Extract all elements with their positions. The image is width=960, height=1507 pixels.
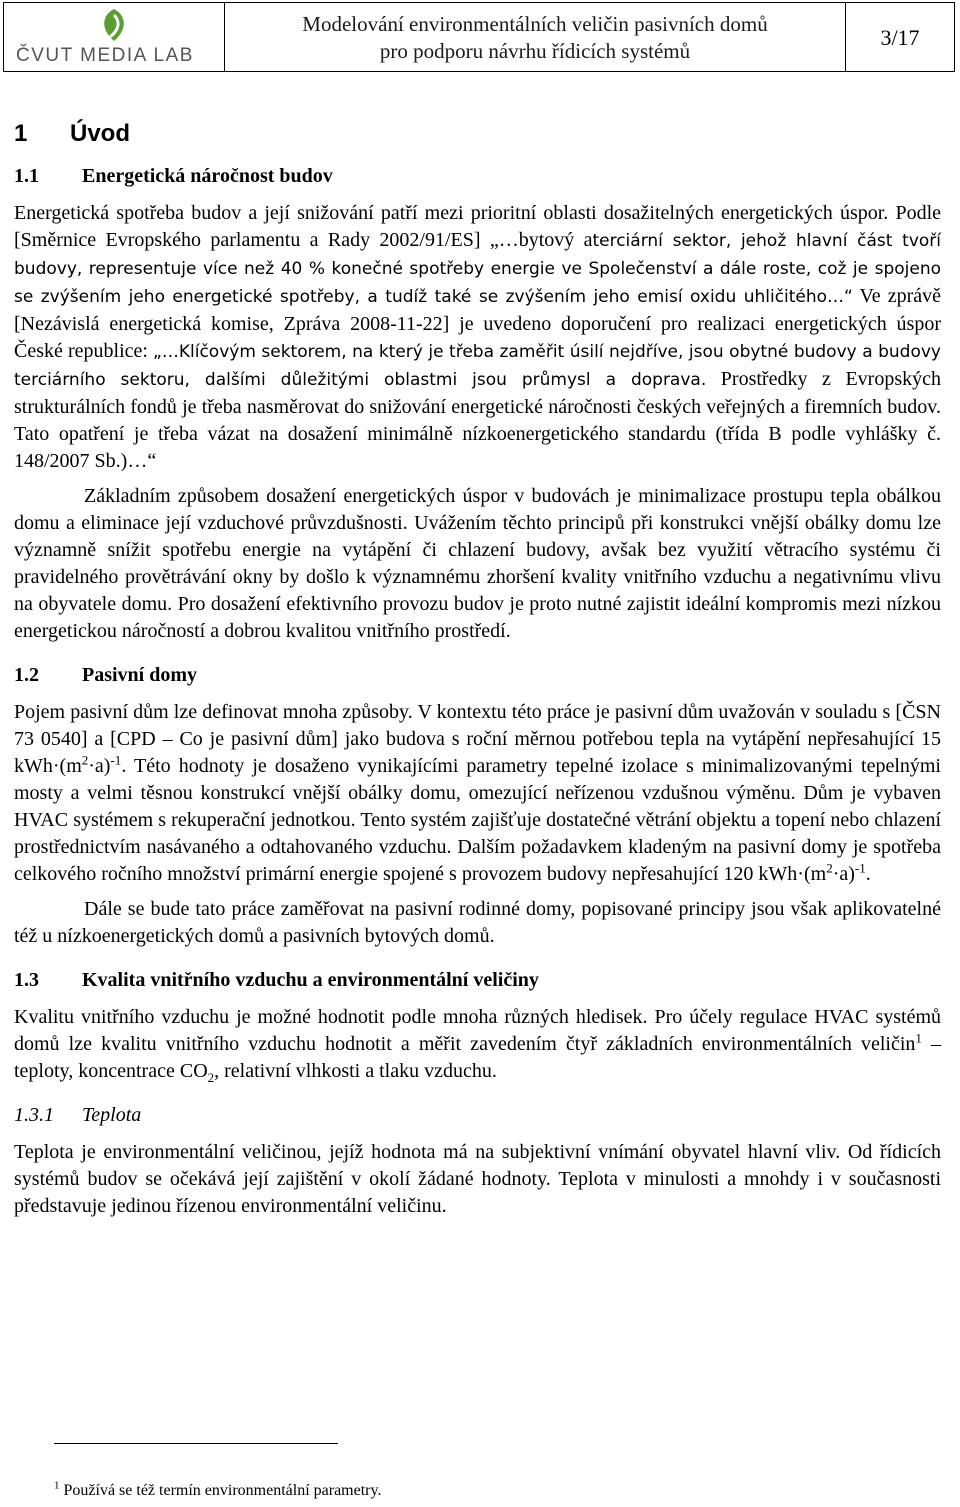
subsection-number: 1.3.1 [14, 1104, 54, 1126]
header-title [225, 3, 846, 71]
para-text: Energetická spotřeba budov a její snižování patří mezi prioritní oblasti dosažitelných energetických úspor. Podle [Směrnice Evropského parlamentu a Rady 2002/91/ES] „…bytový a [14, 202, 941, 251]
footnote-number: 1 [54, 1479, 60, 1492]
subsection-title: Teplota [82, 1104, 142, 1126]
document-body [14, 110, 941, 1228]
page-header [3, 2, 955, 72]
para-quote: „…Klíčovým sektorem, na který je třeba zaměřit úsilí nejdříve, jsou obytné budovy a budovy terciárního sektoru, dalšími důležitými oblastmi jsou průmysl a doprava. [14, 342, 941, 390]
leaf-logo-icon [96, 7, 132, 47]
section-number: 1.1 [14, 165, 39, 187]
superscript: 2 [826, 860, 833, 876]
para-text: , relativní vlhkosti a tlaku vzduchu. [214, 1060, 497, 1082]
footnote [54, 1479, 382, 1500]
superscript: -1 [110, 752, 122, 768]
section-title: Energetická náročnost budov [82, 165, 333, 187]
paragraph-passive-house [14, 699, 941, 888]
chapter-title: Úvod [70, 120, 130, 147]
subsection-heading-1-3-1 [14, 1101, 941, 1129]
paragraph-air-quality [14, 1004, 941, 1085]
para-text: . Této hodnoty je dosaženo vynikajícími parametry tepelné izolace s minimalizovanými tepelnými mosty a velmi těsnou konstrukcí vnější obálky domu, omezující neřízenou vzdušnou výměnu. Dům je vybaven HVAC systémem s rekuperační jednotkou. Tento systém zajišťuje dostatečné větrání objektu a topení nebo chlazení prostřednictvím nasávaného a odtahovaného vzduchu. Dalším požadavkem kladeným na pasivní domy je spotřeba celkového ročního množství primární energie spojené s provozem budovy nepřesahující 120 kWh·(m [14, 755, 941, 885]
para-text: ·a) [832, 863, 855, 885]
para-quote: terciární sektor, jehož hlavní část tvoří budovy, representuje více než 40 % konečné spotřeby energie ve Společenství a dále roste, což je spojeno se zvýšením jeho energetické spotřeby, a tudíž také se zvýšením jeho emisí oxidu uhličitého…“ [14, 231, 942, 307]
para-text: Prostředky z Evropských strukturálních fondů je třeba nasměrovat do snižování energetické náročnosti českých veřejných a firemních budov. Tato opatření je třeba vázat na dosažení minimálně nízkoenergetického standardu (třída B podle vyhlášky č. 148/2007 Sb.)…“ [14, 368, 941, 472]
footnote-ref[interactable]: 1 [915, 1030, 922, 1046]
para-text: – teploty, koncentrace CO [14, 1033, 942, 1082]
paragraph-savings: Základním způsobem dosažení energetických úspor v budovách je minimalizace prostupu tepla obálkou domu a eliminace její vzduchové průvzdušnosti. Uvážením těchto principů při konstrukci vnější obálky domu lze významně snížit spotřebu energie na vytápění či chlazení budovy, avšak bez využití větracího systému či pravidelného provětrávání okny by došlo k významnému zhoršení kvality vnitřního vzduchu a negativnímu vlivu na obyvatele domu. Pro dosažení efektivního provozu budov je proto nutné zajistit ideální kompromis mezi nízkou energetickou náročností a dobrou kvalitou vnitřního prostředí. [14, 485, 941, 642]
header-title-line1: Modelování environmentálních veličin pasivních domů [302, 12, 768, 36]
para-text: ·a) [88, 755, 111, 777]
para-text: . [865, 863, 871, 885]
footnote-divider [54, 1443, 338, 1444]
section-heading-1-3 [14, 966, 941, 994]
footnote-text: Používá se též termín environmentální parametry. [63, 1482, 382, 1499]
chapter-heading [14, 120, 941, 148]
header-title-line2: pro podporu návrhu řídicích systémů [379, 39, 691, 63]
paragraph-scope: Dále se bude tato práce zaměřovat na pasivní rodinné domy, popisované principy jsou však aplikovatelné též u nízkoenergetických domů a pasivních bytových domů. [14, 898, 941, 947]
page-number: 3/17 [880, 25, 920, 50]
chapter-number: 1 [14, 120, 28, 147]
para-text: Kvalitu vnitřního vzduchu je možné hodnotit podle mnoha různých hledisek. Pro účely regulace HVAC systémů domů lze kvalitu vnitřního vzduchu hodnotit a měřit zavedením čtyř základních environmentálních veličin [14, 1006, 941, 1055]
section-title: Pasivní domy [82, 664, 198, 686]
superscript: -1 [854, 860, 866, 876]
section-number: 1.3 [14, 969, 39, 991]
superscript: 2 [81, 752, 89, 768]
section-heading-1-1 [14, 162, 941, 190]
paragraph-temperature: Teplota je environmentální veličinou, jejíž hodnota má na subjektivní vnímání obyvatel hlavní vliv. Od řídicích systémů budov se očekává její zajištění v okolí žádané hodnoty. Teplota v minulosti a mnohdy i v současnosti představuje jedinou řízenou environmentální veličinu. [14, 1141, 941, 1217]
section-heading-1-2 [14, 661, 941, 689]
para-text: Pojem pasivní dům lze definovat mnoha způsoby. V kontextu této práce je pasivní dům uvažován v souladu s [ČSN 73 0540] a [CPD – Co je pasivní dům] jako budova s roční měrnou potřebou tepla na vytápění nepřesahující 15 kWh·(m [14, 701, 941, 777]
logo [4, 3, 225, 71]
paragraph-energy-consumption [14, 200, 941, 475]
section-title: Kvalita vnitřního vzduchu a environmentální veličiny [82, 969, 539, 991]
logo-text: ČVUT MEDIA LAB [16, 45, 194, 66]
para-text: Ve zprávě [Nezávislá energetická komise, Zpráva 2008-11-22] je uvedeno doporučení pro realizaci energetických úspor České republice: [14, 285, 941, 362]
section-number: 1.2 [14, 664, 39, 686]
subscript: 2 [207, 1070, 215, 1085]
